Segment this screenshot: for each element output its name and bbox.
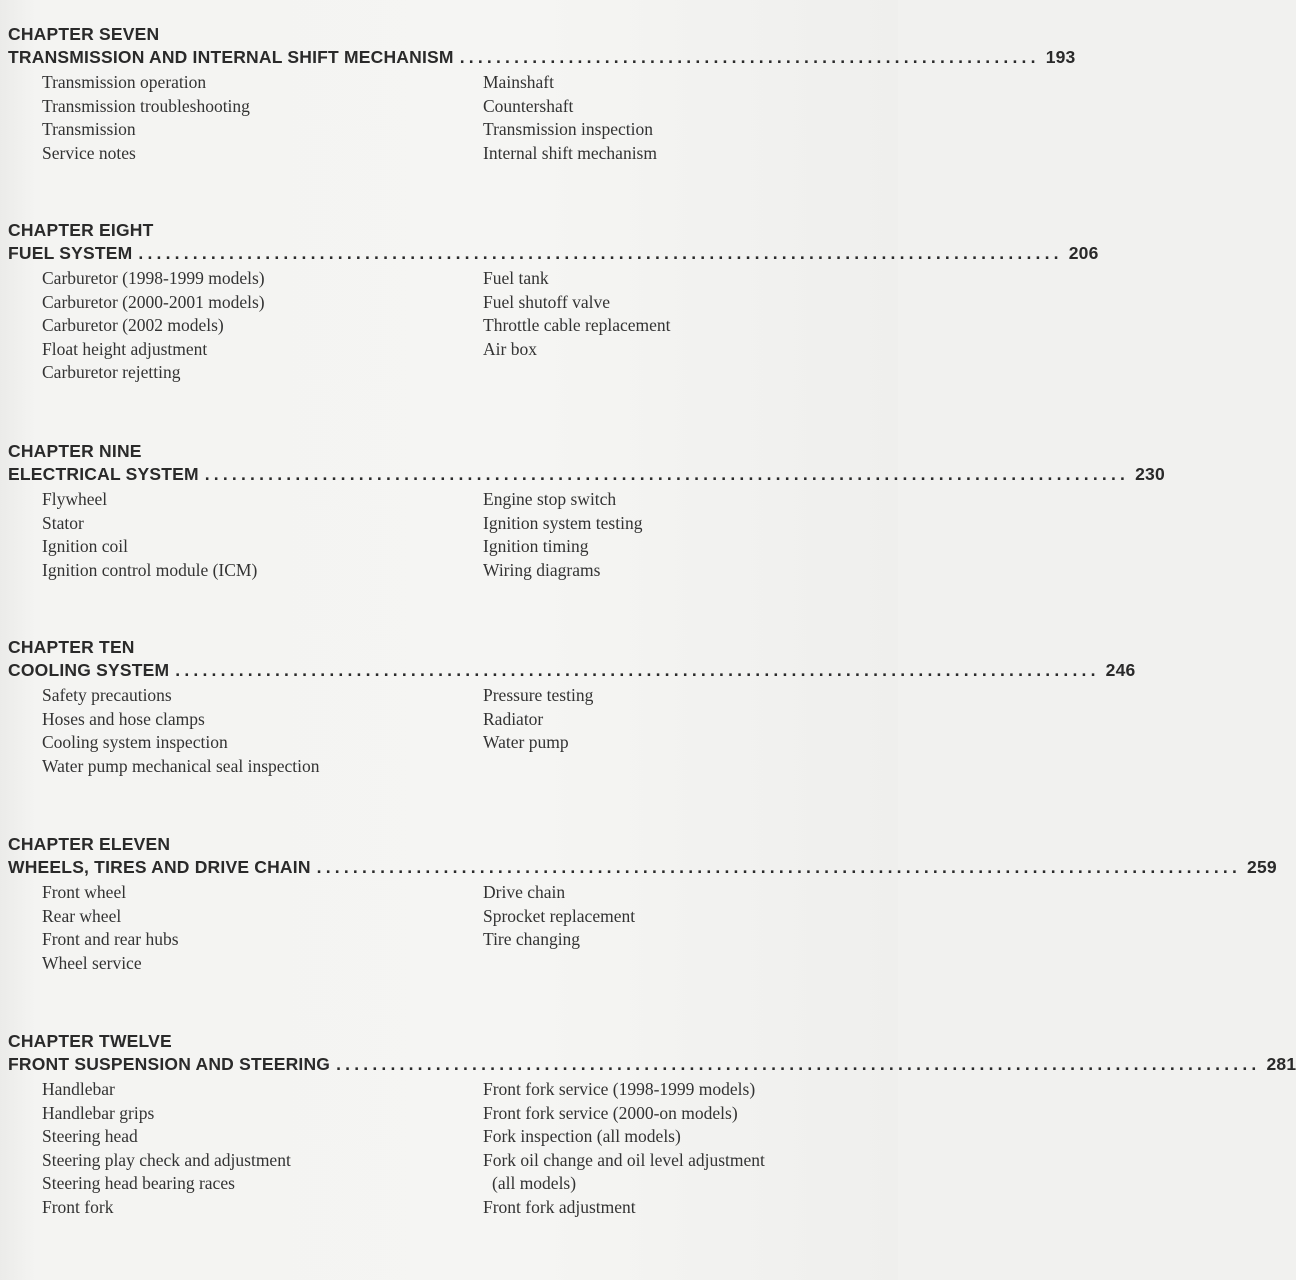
- topic-column-left: [42, 684, 320, 778]
- chapter-title: TRANSMISSION AND INTERNAL SHIFT MECHANISM: [8, 47, 454, 67]
- chapter-title: ELECTRICAL SYSTEM: [8, 464, 199, 484]
- topic-item: Steering head: [42, 1126, 138, 1147]
- topic-column-right: [483, 267, 671, 361]
- chapter-page-number: 246: [1105, 660, 1136, 680]
- topic-column-left: [42, 488, 257, 582]
- topic-item: Water pump: [483, 732, 569, 753]
- topic-item: Fuel shutoff valve: [483, 291, 611, 312]
- topic-item: Ignition control module (ICM): [42, 559, 258, 580]
- topic-item: Wiring diagrams: [483, 559, 601, 580]
- dot-leader: ................................................................: [459, 47, 1040, 67]
- topic-list: [8, 267, 820, 387]
- topic-item: Pressure testing: [483, 685, 594, 705]
- topic-item: Rear wheel: [42, 905, 122, 926]
- topic-item: Internal shift mechanism: [483, 142, 657, 163]
- topic-item: Ignition coil: [42, 536, 129, 557]
- chapter-number: CHAPTER SEVEN: [8, 24, 160, 44]
- chapter-eight: [8, 219, 1099, 387]
- chapter-title: FRONT SUSPENSION AND STEERING: [8, 1054, 331, 1074]
- topic-item: Drive chain: [483, 882, 566, 902]
- dot-leader: ......................................................................................................: [204, 464, 1130, 484]
- topic-item: Ignition system testing: [483, 512, 643, 533]
- chapter-page-number: 206: [1068, 243, 1099, 263]
- topic-list: [8, 881, 820, 1001]
- chapter-title-row: [8, 658, 1136, 682]
- topic-item: Ignition timing: [483, 536, 589, 557]
- chapter-title: COOLING SYSTEM: [8, 660, 170, 680]
- topic-item: Fork inspection (all models): [483, 1126, 681, 1147]
- chapter-page-number: 230: [1135, 464, 1165, 484]
- topic-item: Carburetor (1998-1999 models): [42, 268, 265, 288]
- topic-item: Handlebar grips: [42, 1102, 155, 1123]
- topic-item: Stator: [42, 512, 84, 533]
- topic-list: [8, 71, 820, 191]
- chapter-title: FUEL SYSTEM: [8, 243, 133, 263]
- topic-item: Carburetor rejetting: [42, 362, 181, 383]
- topic-item: Handlebar: [42, 1079, 115, 1099]
- topic-item: Transmission troubleshooting: [42, 95, 250, 116]
- chapter-number: CHAPTER TWELVE: [8, 1031, 172, 1051]
- topic-column-left: [42, 881, 179, 975]
- chapter-ten: [8, 636, 1136, 804]
- chapter-eleven: [8, 833, 1277, 1001]
- topic-item: Steering play check and adjustment: [42, 1149, 291, 1170]
- dot-leader: ......................................................................................................: [336, 1054, 1261, 1074]
- topic-item: Tire changing: [483, 929, 581, 950]
- chapter-title-row: [8, 241, 1099, 265]
- topic-item: Float height adjustment: [42, 338, 208, 359]
- dot-leader: ......................................................................................................: [138, 243, 1063, 263]
- chapter-number: CHAPTER TEN: [8, 637, 135, 657]
- chapter-seven: [8, 23, 1076, 191]
- topic-item: Front wheel: [42, 882, 127, 902]
- topic-item: Fork oil change and oil level adjustment: [483, 1149, 765, 1170]
- topic-item: (all models): [492, 1173, 577, 1194]
- topic-item: Flywheel: [42, 489, 108, 509]
- chapter-twelve: [8, 1030, 1296, 1228]
- chapter-number: CHAPTER NINE: [8, 441, 142, 461]
- topic-column-right: [483, 488, 642, 582]
- topic-item: Front and rear hubs: [42, 929, 179, 950]
- topic-column-left: [42, 267, 265, 385]
- topic-item: Front fork service (2000-on models): [483, 1102, 738, 1123]
- chapter-page-number: 193: [1045, 47, 1076, 67]
- topic-item: Radiator: [483, 708, 544, 729]
- topic-item: Sprocket replacement: [483, 905, 636, 926]
- chapter-page-number: 281: [1266, 1054, 1296, 1074]
- topic-item: Throttle cable replacement: [483, 315, 671, 336]
- topic-column-left: [42, 71, 250, 165]
- chapter-number: CHAPTER EIGHT: [8, 220, 154, 240]
- topic-item: Fuel tank: [483, 268, 549, 288]
- topic-list: [8, 684, 820, 804]
- topic-item: Carburetor (2000-2001 models): [42, 291, 265, 312]
- topic-item: Hoses and hose clamps: [42, 708, 205, 729]
- topic-column-right: [483, 684, 593, 755]
- topic-item: Carburetor (2002 models): [42, 315, 224, 336]
- topic-column-left: [42, 1078, 291, 1220]
- chapter-title-row: [8, 462, 1165, 486]
- chapter-title-row: [8, 45, 1076, 69]
- chapter-title-row: [8, 855, 1277, 879]
- topic-column-right: [483, 71, 657, 165]
- topic-column-right: [483, 881, 635, 952]
- topic-item: Mainshaft: [483, 72, 554, 92]
- topic-item: Engine stop switch: [483, 489, 617, 509]
- dot-leader: ......................................................................................................: [175, 660, 1100, 680]
- topic-item: Cooling system inspection: [42, 732, 228, 753]
- topic-list: [8, 1078, 820, 1228]
- dot-leader: ......................................................................................................: [316, 857, 1242, 877]
- topic-item: Front fork service (1998-1999 models): [483, 1079, 756, 1099]
- topic-item: Transmission: [42, 119, 136, 140]
- chapter-title: WHEELS, TIRES AND DRIVE CHAIN: [8, 857, 311, 877]
- topic-item: Water pump mechanical seal inspection: [42, 755, 320, 776]
- topic-column-right: [483, 1078, 765, 1220]
- chapter-title-row: [8, 1052, 1296, 1076]
- topic-item: Front fork adjustment: [483, 1196, 636, 1217]
- topic-item: Front fork: [42, 1196, 114, 1217]
- topic-item: Service notes: [42, 142, 136, 163]
- topic-item: Transmission operation: [42, 72, 207, 92]
- chapter-nine: [8, 440, 1165, 608]
- topic-item: Air box: [483, 338, 537, 359]
- chapter-number: CHAPTER ELEVEN: [8, 834, 171, 854]
- chapter-page-number: 259: [1247, 857, 1277, 877]
- topic-item: Safety precautions: [42, 685, 172, 705]
- topic-item: Transmission inspection: [483, 119, 653, 140]
- topic-item: Wheel service: [42, 952, 142, 973]
- topic-item: Countershaft: [483, 95, 574, 116]
- topic-list: [8, 488, 820, 608]
- topic-item: Steering head bearing races: [42, 1173, 235, 1194]
